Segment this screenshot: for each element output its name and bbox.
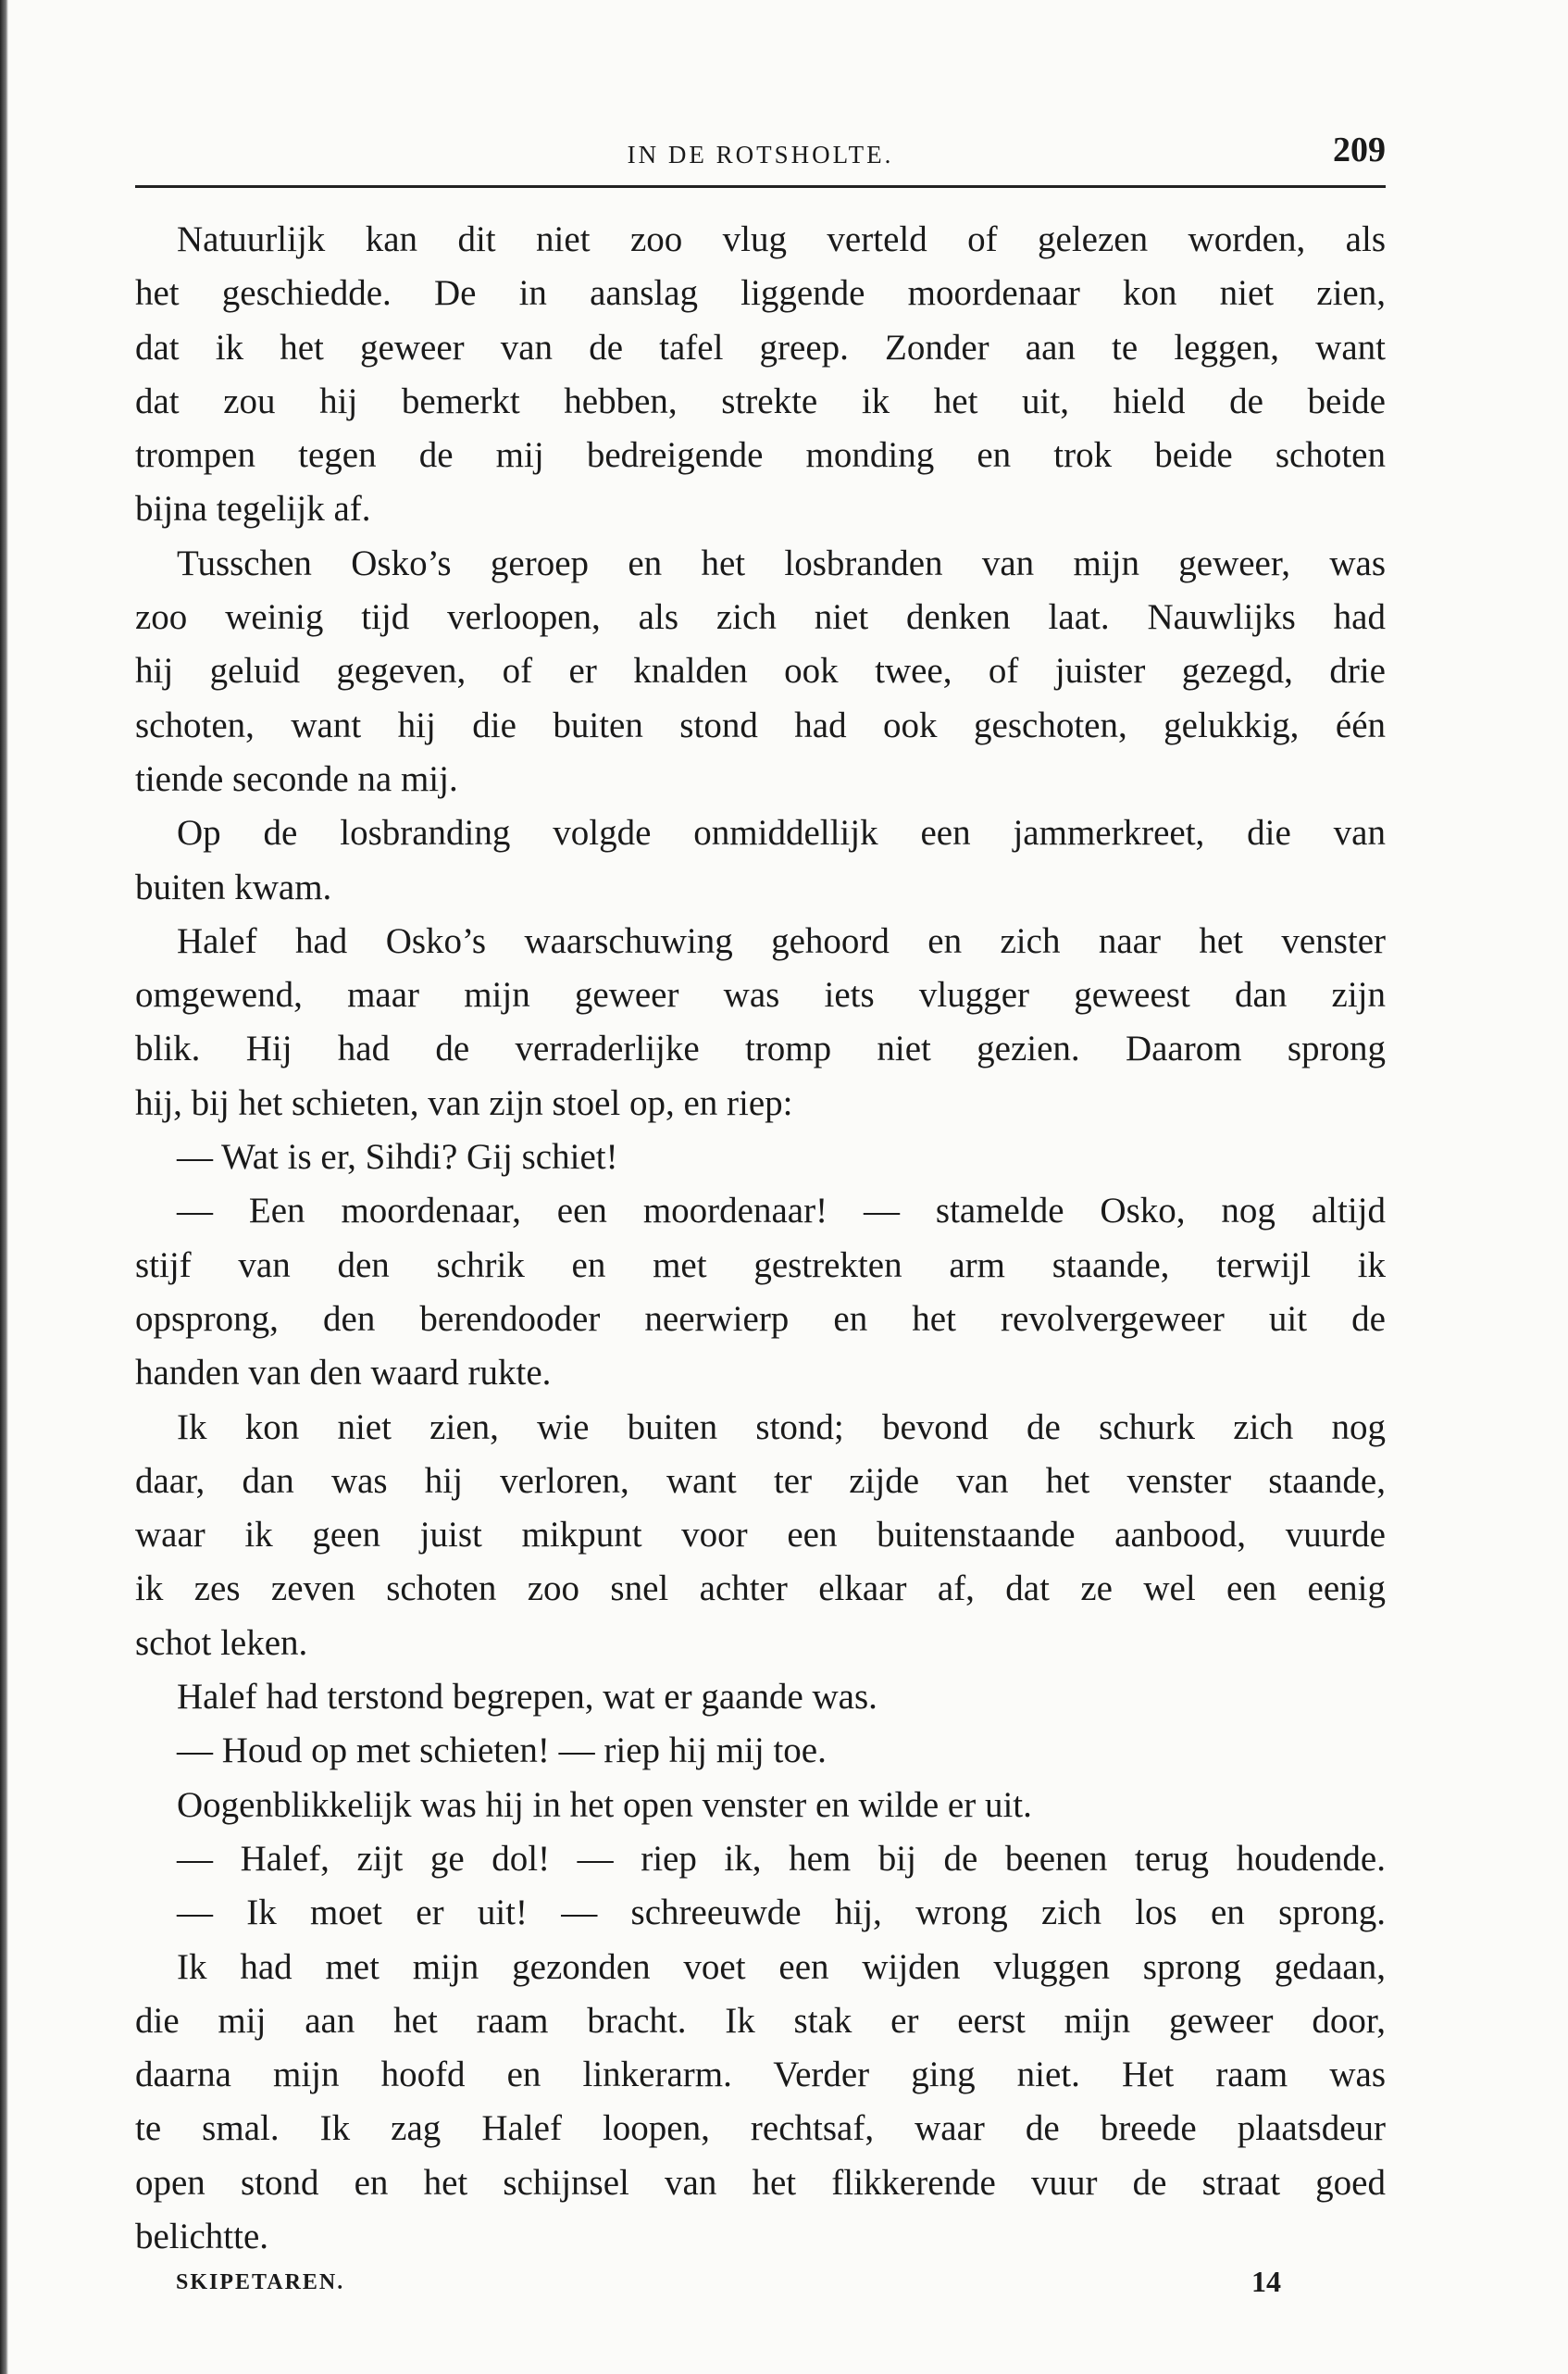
paragraph [135, 1779, 1386, 1832]
text-line: Oogenblikkelijk was hij in het open venster en wilde er uit. [177, 1784, 1032, 1825]
text-line: daarna mijn hoofd en linkerarm. Verder ging niet. Het raam was [135, 2055, 1386, 2095]
text-line: Op de losbranding volgde onmiddellijk een jammerkreet, die van [177, 813, 1386, 854]
text-line: het geschiedde. De in aanslag liggende moordenaar kon niet zien, [135, 273, 1386, 314]
text-line: bijna tegelijk af. [135, 489, 371, 530]
text-line: te smal. Ik zag Halef loopen, rechtsaf, waar de breede plaatsdeur [135, 2108, 1386, 2149]
text-line: — Houd op met schieten! — riep hij mij toe. [177, 1731, 827, 1771]
text-line: blik. Hij had de verraderlijke tromp niet gezien. Daarom sprong [135, 1029, 1386, 1069]
paragraph [135, 213, 1386, 537]
text-line: dat zou hij bemerkt hebben, strekte ik het uit, hield de beide [135, 381, 1386, 421]
paragraph [135, 1401, 1386, 1670]
text-line: omgewend, maar mijn geweer was iets vlugger geweest dan zijn [135, 975, 1386, 1016]
paragraph [135, 915, 1386, 1131]
text-line: dat ik het geweer van de tafel greep. Zonder aan te leggen, want [135, 327, 1386, 368]
running-head [135, 130, 1386, 176]
text-line: Halef had Osko’s waarschuwing gehoord en zich naar het venster [177, 920, 1386, 961]
text-line: stijf van den schrik en met gestrekten arm staande, terwijl ik [135, 1244, 1386, 1285]
text-line: Ik had met mijn gezonden voet een wijden vluggen sprong gedaan, [177, 1946, 1386, 1987]
text-line: trompen tegen de mij bedreigende monding en trok beide schoten [135, 435, 1386, 476]
text-line: zoo weinig tijd verloopen, als zich niet denken laat. Nauwlijks had [135, 597, 1386, 638]
signature-mark: SKIPETAREN. [176, 2270, 345, 2294]
page-number: 209 [1333, 131, 1386, 169]
text-line: opsprong, den berendooder neerwierp en het revolvergeweer uit de [135, 1298, 1386, 1339]
text-line: — Halef, zijt ge dol! — riep ik, hem bij de beenen terug houdende. [177, 1838, 1386, 1879]
text-line: schot leken. [135, 1622, 308, 1663]
paragraph [135, 1941, 1386, 2265]
text-line: belichtte. [135, 2216, 269, 2256]
text-line: Natuurlijk kan dit niet zoo vlug verteld of gelezen worden, als [177, 219, 1386, 259]
paragraph [135, 1886, 1386, 1940]
text-line: — Een moordenaar, een moordenaar! — stamelde Osko, nog altijd [177, 1191, 1386, 1231]
text-line: hij, bij het schieten, van zijn stoel op, en riep: [135, 1082, 793, 1123]
text-line: die mij aan het raam bracht. Ik stak er eerst mijn geweer door, [135, 2000, 1386, 2041]
text-line: — Ik moet er uit! — schreeuwde hij, wrong zich los en sprong. [177, 1893, 1386, 1933]
paragraph [135, 1724, 1386, 1778]
text-line: — Wat is er, Sihdi? Gij schiet! [177, 1137, 618, 1178]
signature-number: 14 [1251, 2265, 1281, 2298]
text-line: daar, dan was hij verloren, want ter zijde van het venster staande, [135, 1460, 1386, 1501]
paragraph [135, 1670, 1386, 1724]
text-line: Tusschen Osko’s geroep en het losbranden van mijn geweer, was [177, 543, 1386, 583]
text-line: hij geluid gegeven, of er knalden ook twee, of juister gezegd, drie [135, 651, 1386, 692]
text-line: buiten kwam. [135, 867, 332, 907]
page-body [135, 213, 1386, 2264]
scan-edge [0, 0, 8, 2374]
text-line: waar ik geen juist mikpunt voor een buitenstaande aanbood, vuurde [135, 1515, 1386, 1556]
text-line: open stond en het schijnsel van het flikkerende vuur de straat goed [135, 2162, 1386, 2203]
paragraph [135, 1131, 1386, 1184]
header-rule [135, 185, 1386, 188]
text-line: Ik kon niet zien, wie buiten stond; bevond de schurk zich nog [177, 1406, 1386, 1447]
text-line: Halef had terstond begrepen, wat er gaande was. [177, 1677, 877, 1718]
text-line: handen van den waard rukte. [135, 1353, 552, 1393]
text-line: schoten, want hij die buiten stond had ook geschoten, gelukkig, één [135, 705, 1386, 745]
text-line: tiende seconde na mij. [135, 758, 458, 799]
paragraph [135, 806, 1386, 915]
paragraph [135, 1184, 1386, 1400]
paragraph [135, 1832, 1386, 1886]
running-title: IN DE ROTSHOLTE. [627, 141, 894, 169]
text-line: ik zes zeven schoten zoo snel achter elkaar af, dat ze wel een eenig [135, 1568, 1386, 1609]
paragraph [135, 537, 1386, 806]
